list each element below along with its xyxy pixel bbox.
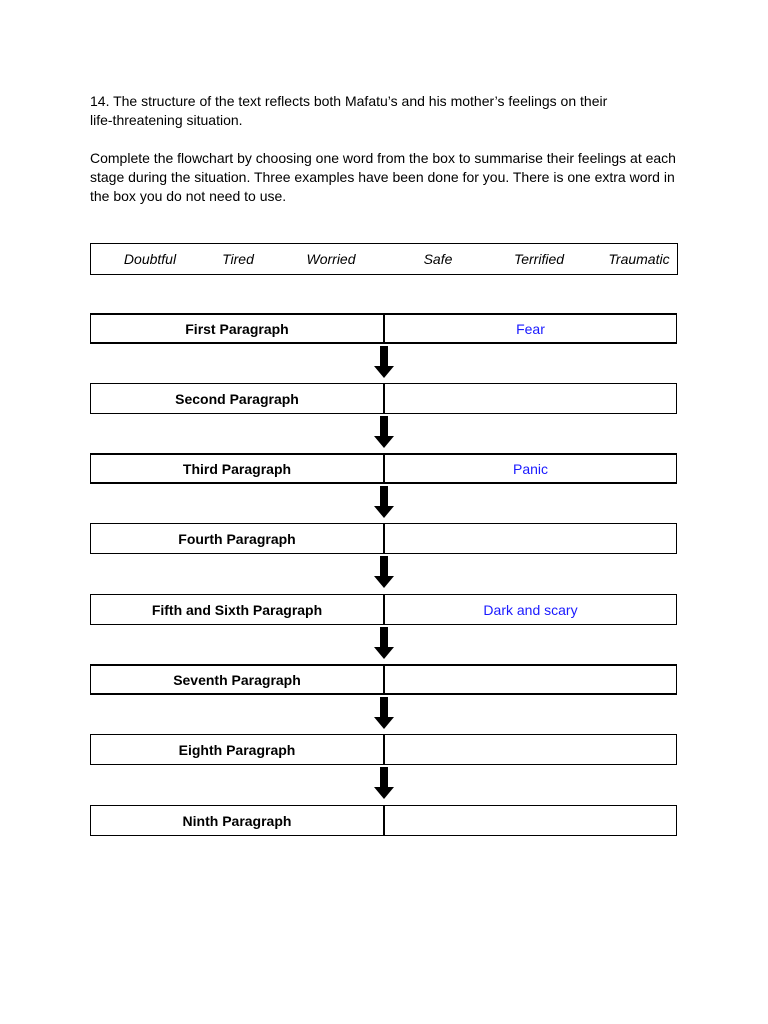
word-option: Worried [306,251,356,267]
instructions-line-2: stage during the situation. Three examples have been done for you. There is one extra word in [90,169,675,185]
word-option: Safe [423,251,453,267]
answer-cell[interactable]: Panic [512,460,549,477]
row-label: Ninth Paragraph [91,806,385,835]
question-line-2: life-threatening situation. [90,112,243,128]
flowchart-row [90,523,677,554]
answer-cell[interactable] [385,735,676,764]
word-option: Doubtful [123,251,177,267]
word-option: Terrified [513,251,565,267]
row-label: Eighth Paragraph [91,735,385,764]
instructions-line-1: Complete the flowchart by choosing one word from the box to summarise their feelings at each [90,150,676,166]
down-arrow-icon [374,416,394,448]
flowchart-row [90,453,677,484]
question [90,92,690,130]
word-option: Traumatic [608,251,670,267]
flowchart-row [90,734,677,765]
row-label: Seventh Paragraph [91,666,385,693]
answer-cell[interactable]: Fear [516,320,545,337]
down-arrow-icon [374,767,394,799]
flowchart-row [90,594,677,625]
flowchart-row [90,383,677,414]
answer-cell[interactable] [385,524,676,553]
instructions-line-3: the box you do not need to use. [90,188,287,204]
row-label: Fourth Paragraph [91,524,385,553]
flowchart-row [90,664,677,695]
answer-cell[interactable] [385,384,676,413]
word-option: Tired [222,251,254,267]
row-label: First Paragraph [91,315,385,342]
down-arrow-icon [374,697,394,729]
row-label: Second Paragraph [91,384,385,413]
answer-cell[interactable] [385,666,676,693]
down-arrow-icon [374,556,394,588]
answer-cell[interactable]: Dark and scary [483,601,578,618]
row-label: Third Paragraph [91,455,385,482]
question-line-1: 14. The structure of the text reflects both Mafatu’s and his mother’s feelings on their [90,93,608,109]
down-arrow-icon [374,486,394,518]
word-box [90,243,678,275]
answer-cell[interactable] [385,806,676,835]
down-arrow-icon [374,346,394,378]
flowchart-row [90,805,677,836]
row-label: Fifth and Sixth Paragraph [91,595,385,624]
flowchart-row [90,313,677,344]
down-arrow-icon [374,627,394,659]
instructions [90,149,690,206]
